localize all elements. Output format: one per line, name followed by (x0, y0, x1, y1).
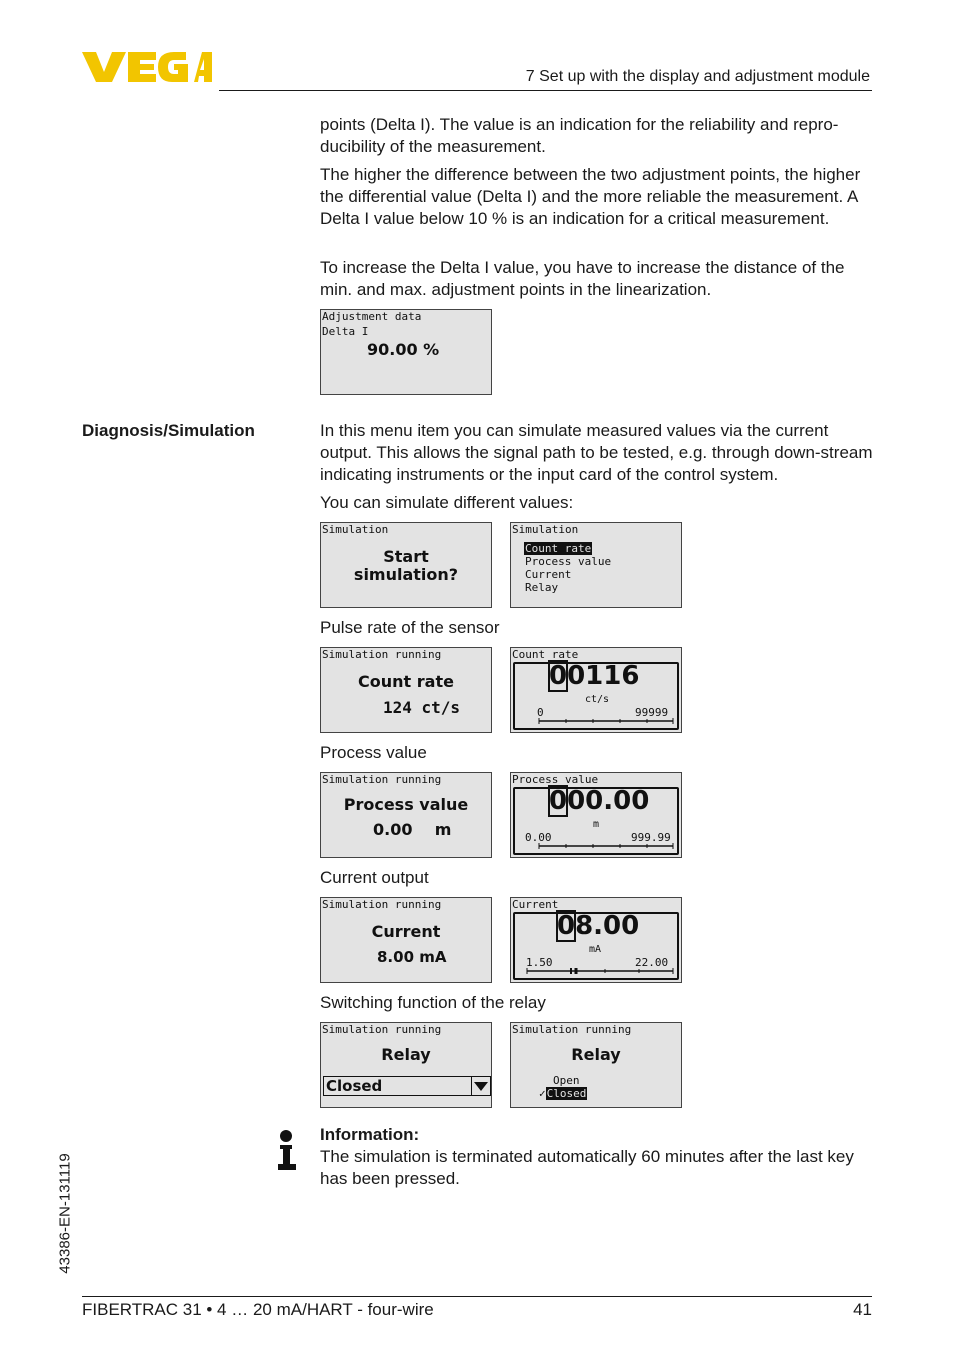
info-icon (276, 1130, 296, 1172)
count-rate-running-display (320, 647, 492, 733)
lcd-title: Simulation (512, 523, 579, 536)
current-name: Current (371, 922, 441, 941)
info-text: The simulation is terminated automatically 60 minutes after the last key has been pressed. (320, 1147, 854, 1188)
relay-dropdown[interactable] (323, 1076, 491, 1096)
edit-unit: mA (589, 944, 602, 955)
relay-options-display (510, 1022, 682, 1108)
menu-item-process-value[interactable]: Process value (525, 555, 612, 568)
simulation-menu-display (510, 522, 682, 608)
info-title: Information: (320, 1125, 420, 1144)
relay-function-label: Switching function of the relay (320, 993, 546, 1012)
checkmark-icon: ✓ (539, 1087, 546, 1100)
delta-display (320, 309, 492, 395)
process-value-name: Process value (343, 795, 469, 814)
lcd-title: Simulation (322, 523, 389, 536)
process-value-label: Process value (320, 743, 427, 762)
scale-max: 999.99 (631, 831, 671, 844)
lcd-title: Simulation running (322, 1023, 442, 1036)
menu-item-relay[interactable]: Relay (525, 581, 559, 594)
page-number: 41 (853, 1300, 872, 1319)
menu-item-count-rate[interactable]: Count rate (525, 542, 592, 555)
header-rule (219, 90, 872, 91)
section-title: 7 Set up with the display and adjustment module (525, 68, 870, 85)
diagnosis-paragraph: In this menu item you can simulate measured values via the current output. This allows the signal path to be tested, e.g. through down-stream indicating instruments or the input card of the control system. (320, 421, 873, 484)
edit-unit: ct/s (585, 694, 610, 705)
intro-paragraph-2: The higher the difference between the two adjustment points, the higher the differential value (Delta I) and the more reliable the measurement. A Delta I value below 10 % is an indication for a critical measurement. (320, 165, 861, 228)
scale-bar (511, 968, 681, 978)
relay-name: Relay (381, 1045, 431, 1064)
lcd-title: Current (512, 898, 559, 911)
scale-max: 99999 (635, 706, 669, 719)
simulation-start-display (320, 522, 492, 608)
pulse-rate-label: Pulse rate of the sensor (320, 618, 500, 637)
relay-dropdown-value: Closed (326, 1077, 383, 1095)
count-rate-name: Count rate (358, 672, 454, 691)
process-value-edit-display (510, 772, 682, 858)
document-number: 43386-EN-131119 (56, 1153, 74, 1274)
delta-display-value: 90.00 % (367, 340, 440, 359)
edit-cursor-digit[interactable]: 0 (549, 661, 568, 691)
scale-bar (511, 718, 681, 728)
scale-min: 1.50 (526, 956, 553, 969)
diagnosis-heading: Diagnosis/Simulation (82, 421, 255, 440)
lcd-title: Simulation running (512, 1023, 632, 1036)
current-edit-display (510, 897, 682, 983)
start-line1: Start (383, 547, 429, 566)
process-value-running-display (320, 772, 492, 858)
scale-min: 0.00 (525, 831, 552, 844)
scale-min: 0 (537, 706, 544, 719)
edit-cursor-digit[interactable]: 0 (557, 911, 576, 941)
relay-name: Relay (571, 1045, 621, 1064)
scale-bar (511, 843, 681, 853)
relay-select-display (320, 1022, 492, 1108)
lcd-title: Simulation running (322, 648, 442, 661)
footer-rule (82, 1296, 872, 1297)
edit-value: 00.00 (567, 786, 650, 816)
lcd-title: Simulation running (322, 773, 442, 786)
lcd-title: Simulation running (322, 898, 442, 911)
lcd-title: Count rate (512, 648, 579, 661)
current-output-label: Current output (320, 868, 429, 887)
footer-product: FIBERTRAC 31 • 4 … 20 mA/HART - four-wire (82, 1300, 434, 1319)
edit-cursor-digit[interactable]: 0 (549, 786, 568, 816)
start-line2: simulation? (353, 565, 459, 584)
simulate-values-intro: You can simulate different values: (320, 493, 574, 512)
scale-max: 22.00 (635, 956, 669, 969)
process-value-value: 0.00 m (373, 820, 452, 839)
intro-paragraph-1: points (Delta I). The value is an indication for the reliability and repro-ducibility of the measurement. (320, 115, 839, 156)
lcd-title: Process value (512, 773, 599, 786)
menu-item-current[interactable]: Current (525, 568, 572, 581)
current-running-display (320, 897, 492, 983)
count-rate-value: 124 ct/s (383, 698, 461, 717)
vega-logo (82, 50, 212, 84)
relay-option-closed[interactable]: Closed (546, 1087, 587, 1100)
relay-option-open[interactable]: Open (553, 1074, 580, 1087)
current-value: 8.00 mA (377, 948, 447, 966)
delta-display-line2: Delta I (322, 325, 369, 338)
intro-paragraph-3: To increase the Delta I value, you have to increase the distance of the min. and max. adjustment points in the linearization. (320, 258, 845, 299)
count-rate-edit-display (510, 647, 682, 733)
edit-value: 0116 (567, 661, 640, 691)
chevron-down-icon[interactable] (471, 1077, 490, 1095)
edit-value: 8.00 (575, 911, 640, 941)
edit-unit: m (593, 819, 600, 830)
delta-display-line1: Adjustment data (322, 310, 422, 323)
